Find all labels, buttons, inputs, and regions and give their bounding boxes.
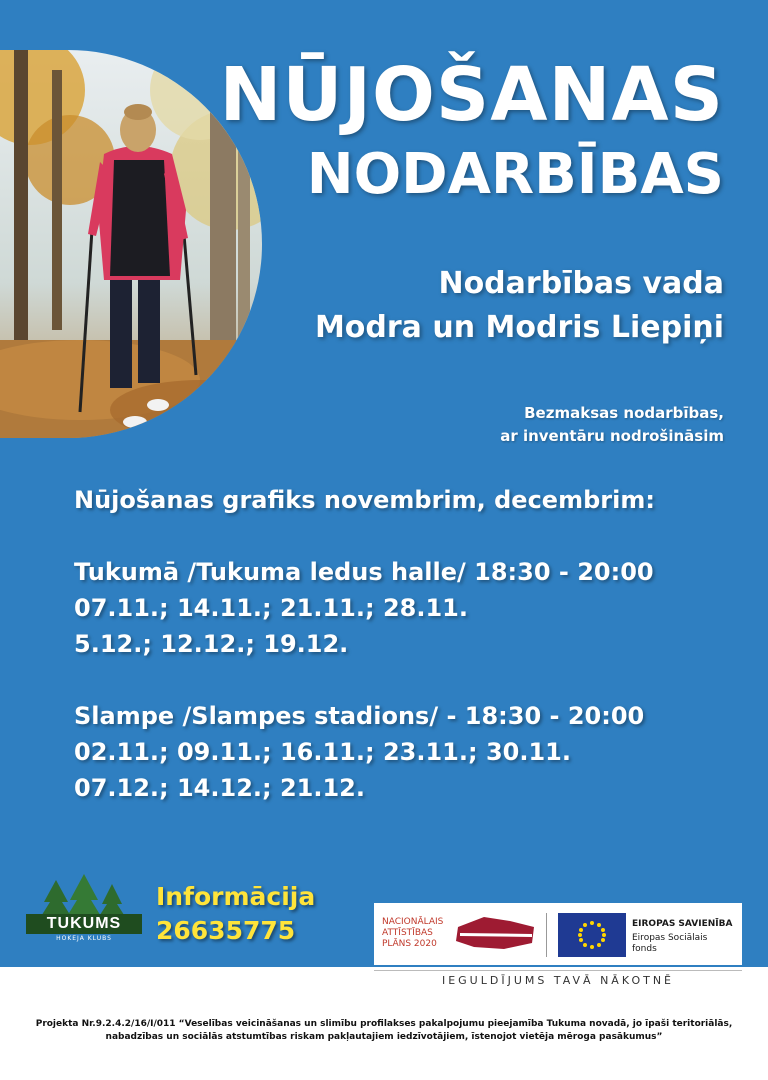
- partner-logos: [374, 903, 742, 965]
- partner-divider: [546, 913, 547, 957]
- free-note-line-2: ar inventāru nodrošināsim: [500, 427, 724, 445]
- tukums-header: Tukumā /Tukuma ledus halle/ 18:30 - 20:00: [74, 558, 654, 586]
- tukums-dates-1: 07.11.; 14.11.; 21.11.; 28.11.: [74, 594, 468, 622]
- info-label: Informācija: [156, 882, 316, 911]
- eu-fund-line-2: fonds: [632, 944, 657, 954]
- slampe-dates-2: 07.12.; 14.12.; 21.12.: [74, 774, 365, 802]
- eu-flag-icon: [558, 913, 626, 957]
- leaders-line-1: Nodarbības vada: [438, 266, 724, 301]
- info-block: [156, 880, 315, 948]
- leaders-block: [315, 262, 724, 350]
- latvia-flag-map-icon: [454, 913, 538, 953]
- tukums-logo: [26, 874, 142, 946]
- schedule-heading: Nūjošanas grafiks novembrim, decembrim:: [74, 486, 655, 514]
- title-line-2: NODARBĪBAS: [306, 142, 724, 207]
- slampe-dates-1: 02.11.; 09.11.; 16.11.; 23.11.; 30.11.: [74, 738, 571, 766]
- logo-subtitle: HOKEJA KLUBS: [56, 935, 112, 942]
- nap-logo-text: [382, 917, 443, 950]
- nap-line-2: ATTĪSTĪBAS: [382, 928, 433, 938]
- logo-name: TUKUMS: [46, 915, 122, 932]
- eu-fund: [632, 933, 722, 955]
- eu-title: EIROPAS SAVIENĪBA: [632, 919, 733, 929]
- leaders-line-2: Modra un Modris Liepiņi: [314, 310, 724, 345]
- eu-fund-line-1: Eiropas Sociālais: [632, 933, 708, 943]
- project-footer: [30, 1018, 738, 1044]
- schedule-block: [74, 482, 655, 806]
- free-note-line-1: Bezmaksas nodarbības,: [524, 404, 724, 422]
- motto: IEGULDĪJUMS TAVĀ NĀKOTNĒ: [441, 974, 675, 987]
- footer-line-2: nabadzības un sociālās atstumtības riskam pakļautajiem iedzīvotājiem, īstenojot vietēja mēroga pasākumus”: [105, 1032, 663, 1042]
- motto-divider: [374, 970, 742, 971]
- nap-line-3: PLĀNS 2020: [382, 939, 437, 949]
- footer-line-1: Projekta Nr.9.2.4.2/16/I/011 “Veselības veicināšanas un slimību profilakses pakalpojumu pieejamība Tukuma novadā, jo īpaši teritoriālās,: [35, 1019, 733, 1029]
- tukums-dates-2: 5.12.; 12.12.; 19.12.: [74, 630, 349, 658]
- slampe-header: Slampe /Slampes stadions/ - 18:30 - 20:00: [74, 702, 645, 730]
- title-line-1: NŪJOŠANAS: [219, 52, 724, 138]
- info-phone: 26635775: [156, 916, 296, 945]
- free-note: [500, 402, 724, 448]
- nap-line-1: NACIONĀLAIS: [382, 917, 444, 927]
